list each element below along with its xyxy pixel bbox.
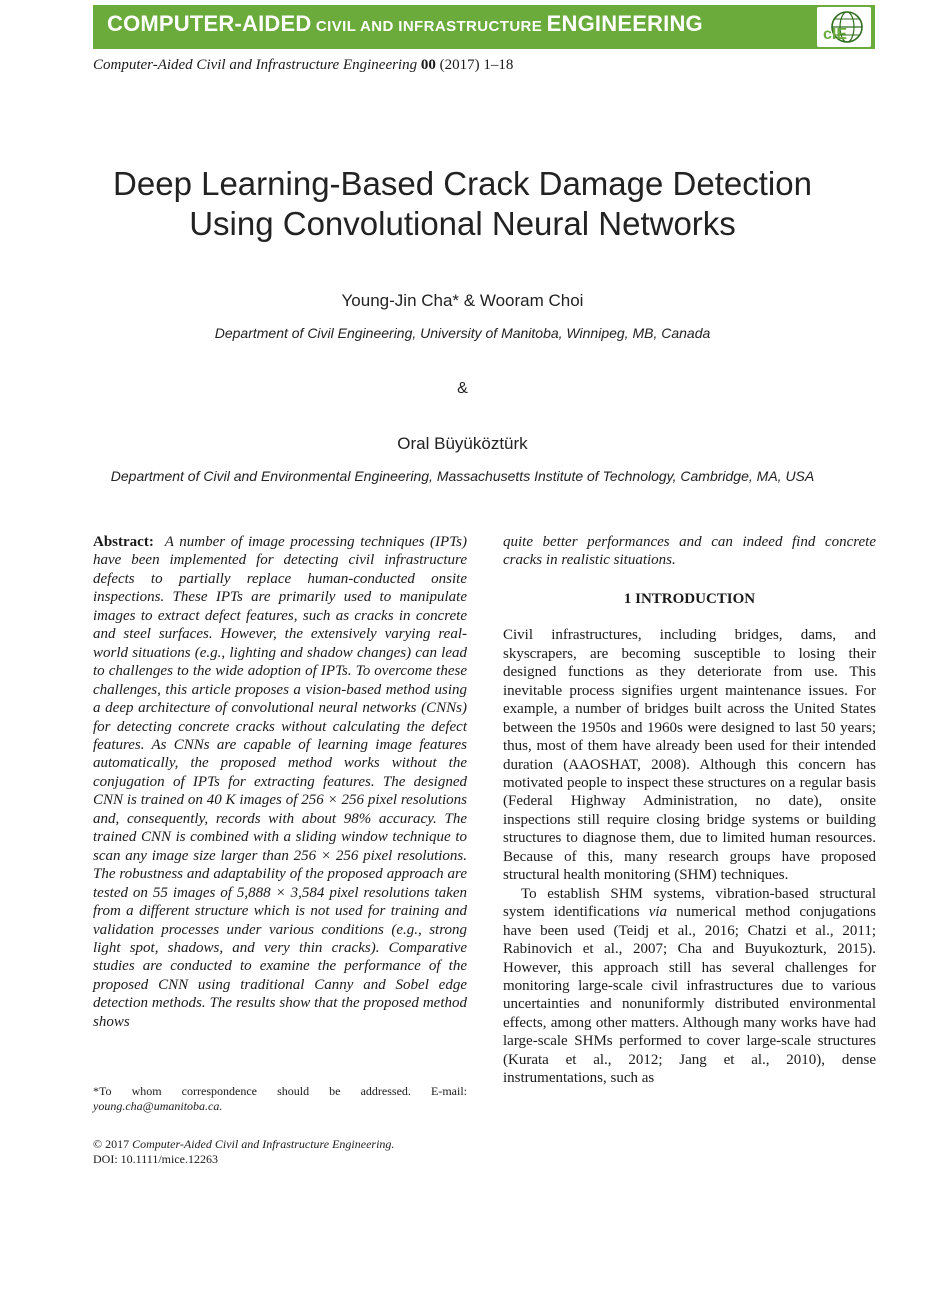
copyright-prefix: © 2017 <box>93 1137 133 1151</box>
journal-name: Computer-Aided Civil and Infrastructure Engineering <box>93 57 418 73</box>
banner-word-computer-aided: COMPUTER-AIDED <box>107 11 312 36</box>
intro-paragraph-1: Civil infrastructures, including bridges, dams, and skyscrapers, are becoming susceptible to losing their designed functions as they deteriorate from use. This inevitable process signifies urgent maintenance issues. For example, a number of bridges built across the United States between the 1950s and 1960s were designed to last 50 years; thus, most of them have already been used for their intended duration (AAOSHAT, 2008). Although this concern has motivated people to inspect these structures on a regular basis (Federal Highway Administration, no date), onsite inspections still require closing bridge systems or building structures to diagnose them, due to limited human resources. Because of this, many research groups have proposed structural health monitoring (SHM) techniques. <box>503 627 876 884</box>
abstract-continuation: quite better performances and can indeed find concrete cracks in realistic situations. <box>503 534 876 569</box>
banner-title <box>107 11 703 37</box>
banner-word-engineering: ENGINEERING <box>546 11 703 36</box>
intro-paragraph-2-part-a: To establish SHM systems, vibration-based structural system identifications <box>503 885 876 921</box>
page-title <box>0 164 925 244</box>
intro-paragraph-2-part-b: numerical method conjugations have been used (Teidj et al., 2016; Chatzi et al., 2011; Rabinovich et al., 2007; Cha and Buyukozturk, 2015). However, this approach still has several challenges for monitoring large-scale civil infrastructures due to various uncertainties and nonuniformly distributed environmental effects, among other matters. Although many works have had large-scale SHMs performed to cover large-scale structures (Kurata et al., 2012; Jang et al., 2010), dense instrumentations, such as <box>503 904 876 1087</box>
author-2: Oral Büyüköztürk <box>397 434 528 453</box>
copyright-journal: Computer-Aided Civil and Infrastructure Engineering. <box>132 1137 395 1151</box>
journal-banner <box>93 5 875 49</box>
abstract <box>93 533 467 1031</box>
section-heading-introduction: 1 INTRODUCTION <box>623 590 756 607</box>
correspondence-footnote <box>93 1084 467 1114</box>
abstract-label: Abstract: <box>93 534 154 550</box>
intro-paragraph-2 <box>503 885 876 1088</box>
title-line-2: Using Convolutional Neural Networks <box>189 205 736 242</box>
affiliation-1: Department of Civil Engineering, University of Manitoba, Winnipeg, MB, Canada <box>214 325 711 341</box>
authors: Young-Jin Cha* & Wooram Choi <box>341 291 584 310</box>
abstract-text: A number of image processing techniques (IPTs) have been implemented for detecting civil infrastructure defects to partially replace human-conducted onsite inspections. These IPTs are primarily used to manipulate images to extract defect features, such as cracks in concrete and steel surfaces. However, the extensively varying real-world situations (e.g., lighting and shadow changes) can lead to challenges to the wide adoption of IPTs. To overcome these challenges, this article proposes a vision-based method using a deep architecture of convolutional neural networks (CNNs) for detecting concrete cracks without calculating the defect features. As CNNs are capable of learning image features automatically, the proposed method works without the conjugation of IPTs for extracting features. The designed CNN is trained on 40 K images of 256 × 256 pixel resolutions and, consequently, records with about 98% accuracy. The trained CNN is combined with a sliding window technique to scan any image size larger than 256 × 256 pixel resolutions. The robustness and adaptability of the proposed approach are tested on 55 images of 5,888 × 3,584 pixel resolutions taken from a different structure which is not used for training and validation processes under various conditions (e.g., strong light spot, shadows, and very thin cracks). Comparative studies are conducted to examine the performance of the proposed CNN using traditional Canny and Sobel edge detection methods. The results show that the proposed method shows <box>93 534 467 1030</box>
affiliation-2: Department of Civil and Environmental Engineering, Massachusetts Institute of Technology, Cambridge, MA, USA <box>110 468 815 484</box>
right-column <box>503 533 876 1088</box>
journal-year-pages: (2017) 1–18 <box>439 57 514 73</box>
journal-volume: 00 <box>420 57 436 73</box>
intro-paragraph-2-via: via <box>648 904 668 921</box>
author-separator: & <box>457 380 468 397</box>
footnote-email[interactable]: young.cha@umanitoba.ca. <box>93 1099 223 1113</box>
logo-text: cIE <box>823 26 848 43</box>
copyright-block <box>93 1137 467 1167</box>
footnote-text: *To whom correspondence should be addressed. E-mail: <box>93 1084 467 1098</box>
journal-citation <box>93 57 513 74</box>
title-line-1: Deep Learning-Based Crack Damage Detection <box>113 165 812 202</box>
left-column <box>93 533 467 1031</box>
doi[interactable]: DOI: 10.1111/mice.12263 <box>93 1152 218 1166</box>
journal-logo-icon <box>817 7 871 47</box>
banner-word-civil: CIVIL AND INFRASTRUCTURE <box>315 18 543 35</box>
